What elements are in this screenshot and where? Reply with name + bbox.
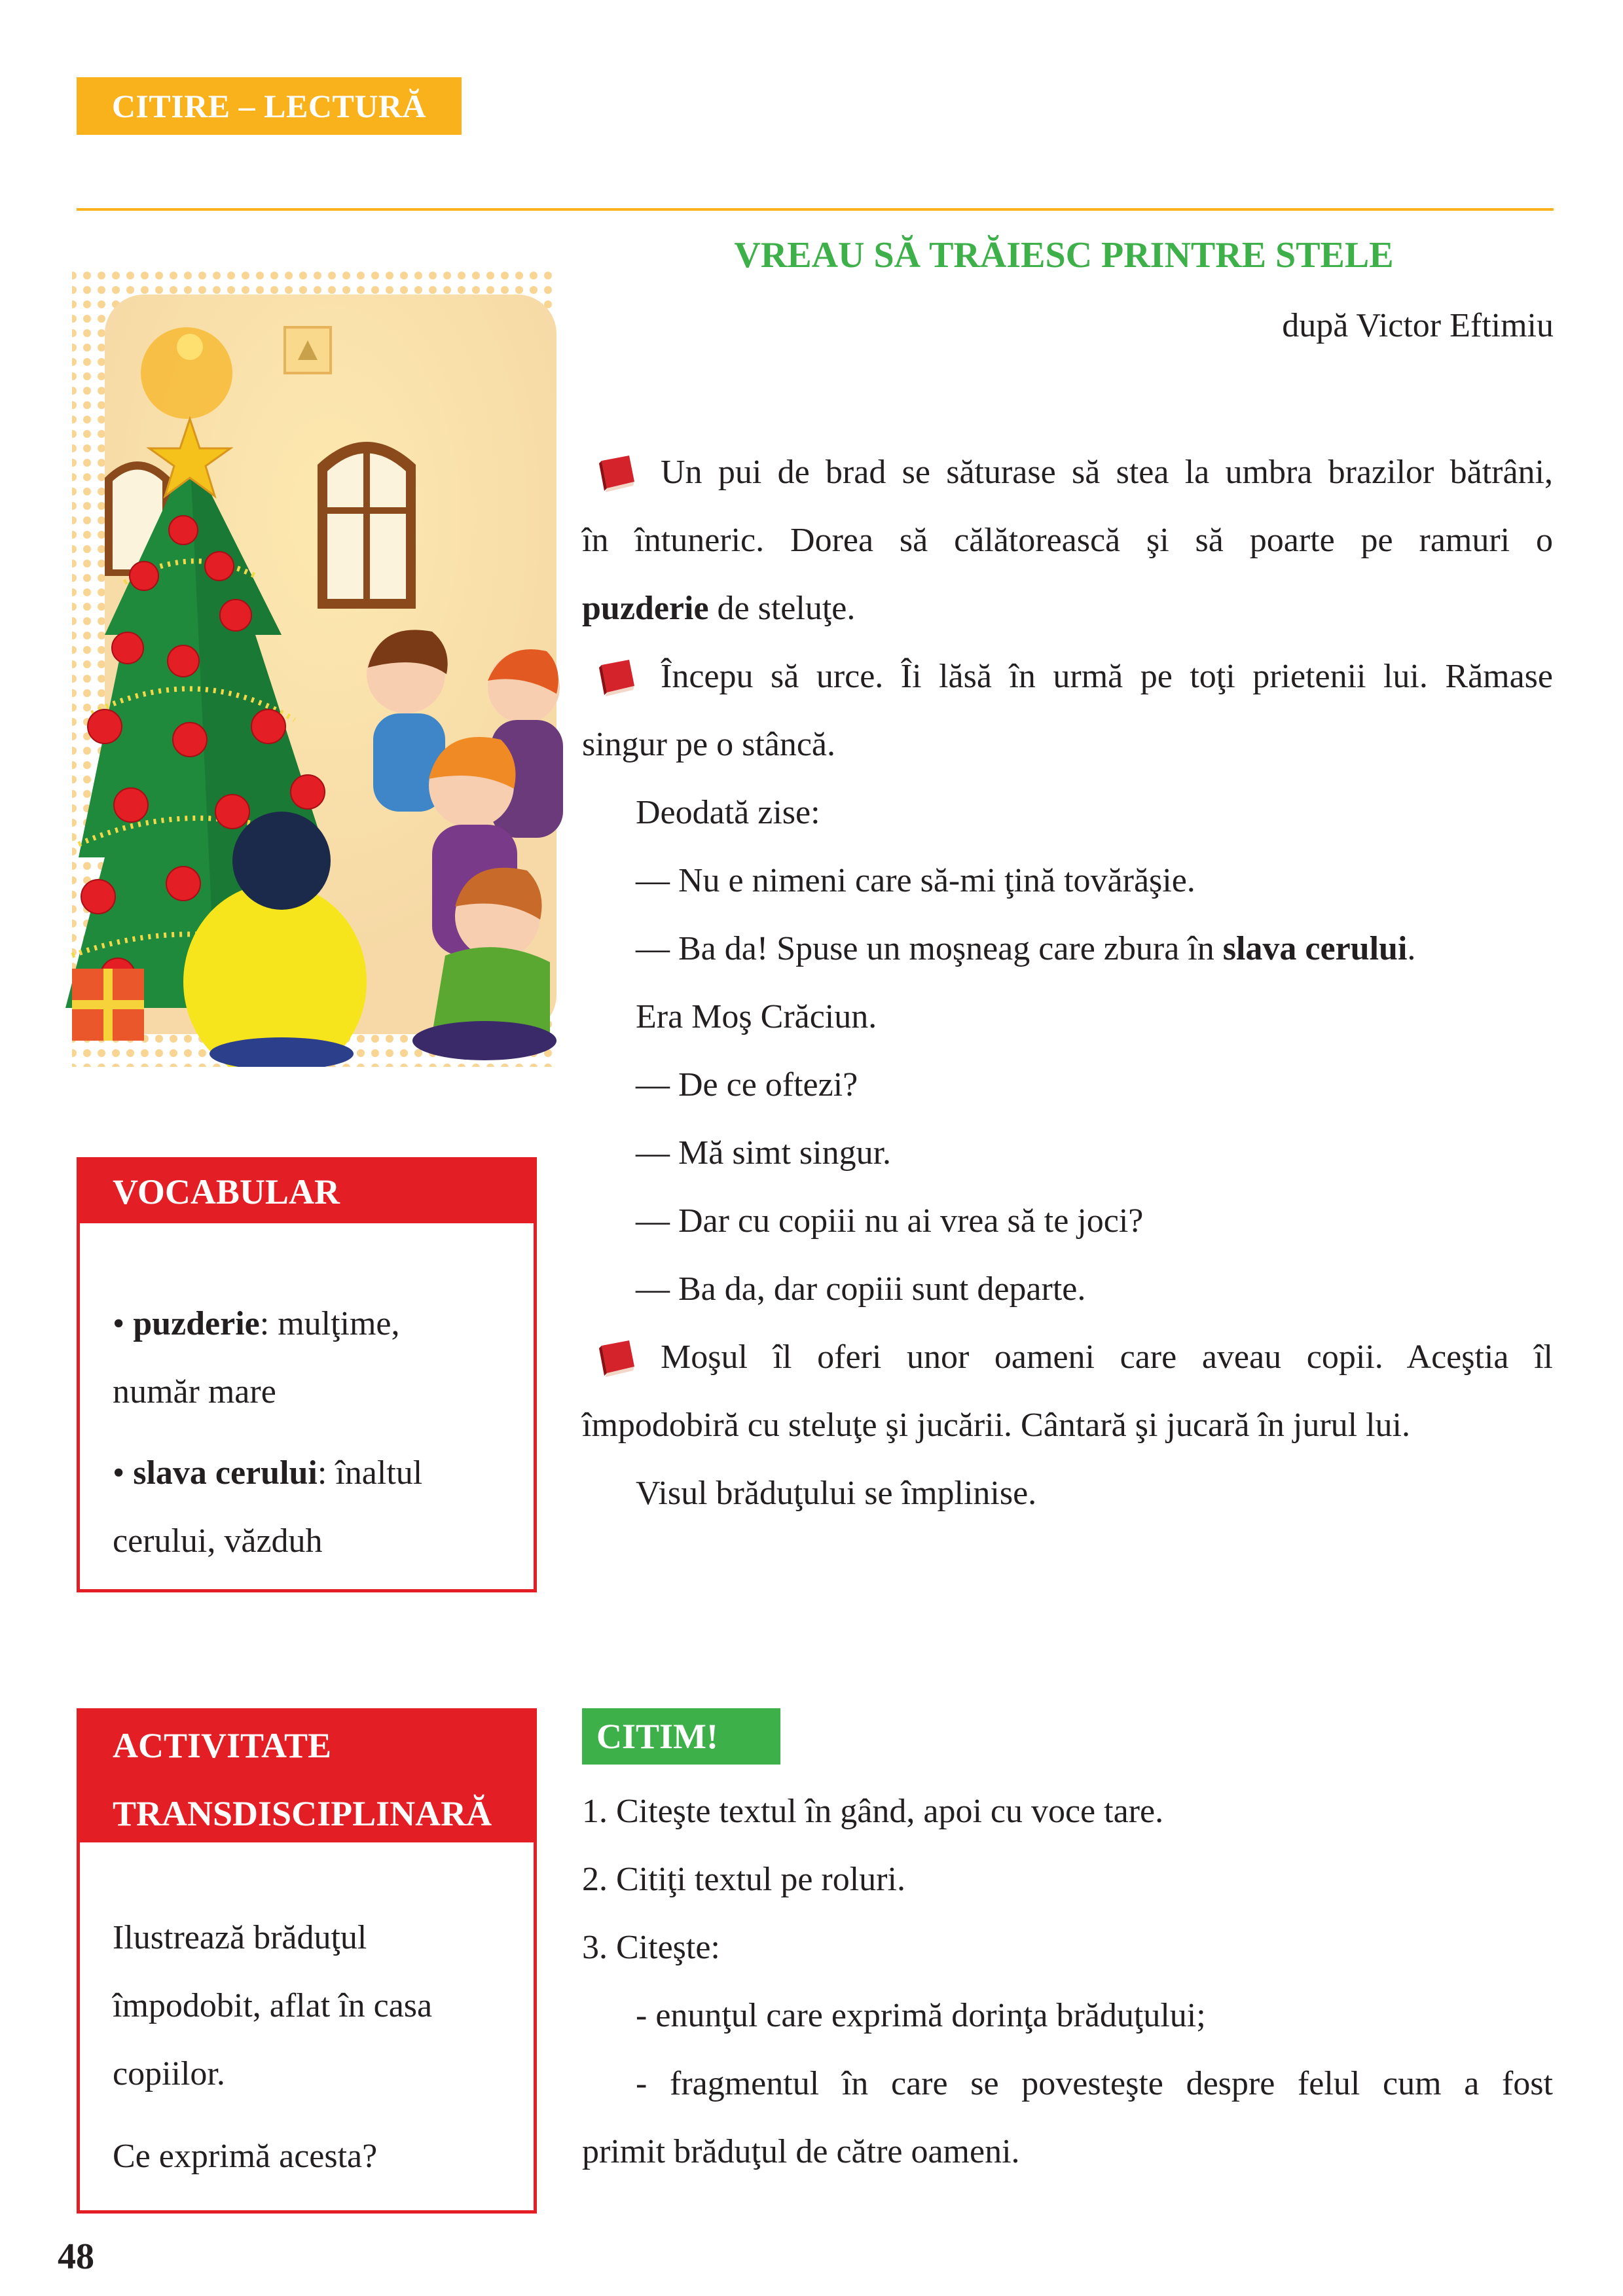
vocab-term: slava cerului [133, 1454, 318, 1492]
story-line [582, 575, 1553, 643]
story-line [582, 643, 1553, 711]
story-line: Era Moş Crăciun. [636, 998, 877, 1035]
page-number: 48 [58, 2236, 94, 2277]
vocab-term: puzderie [133, 1305, 260, 1342]
text-segment: — Ba da! Spuse un moşneag care zbura în [636, 930, 1223, 967]
bullet: • [113, 1454, 125, 1492]
story-line: Deodată zise: [636, 794, 820, 831]
exercise-subitem [582, 2050, 1553, 2118]
story-line: — Nu e nimeni care să-mi ţină tovărăşie. [636, 862, 1195, 899]
exercise-item: 2. Citiţi textul pe roluri. [582, 1861, 905, 1898]
citim-label: CITIM! [582, 1708, 780, 1765]
vocab-definition: : mulţime, [259, 1305, 400, 1342]
vocabulary-heading: VOCABULAR [80, 1160, 534, 1223]
bullet: • [113, 1305, 125, 1342]
text-segment: de steluţe. [708, 590, 856, 627]
text-segment: Un pui de brad se săturase să stea la umbra brazilor bătrâni, [661, 454, 1553, 491]
story-line: Visul brăduţului se împlinise. [636, 1475, 1037, 1512]
vocab-term: slava cerului [1222, 930, 1408, 967]
story-line [582, 439, 1553, 507]
section-tag: CITIRE – LECTURĂ [77, 77, 462, 135]
vocab-term: puzderie [582, 590, 709, 627]
activity-heading-line: ACTIVITATE [113, 1726, 332, 1765]
story-line: — Ba da, dar copiii sunt departe. [636, 1270, 1086, 1308]
christmas-tree-illustration [65, 268, 563, 1067]
story-title: VREAU SĂ TRĂIESC PRINTRE STELE [734, 235, 1394, 276]
story-line [582, 1323, 1553, 1391]
text-segment: Moşul îl oferi unor oameni care aveau copii. Aceştia îl [661, 1338, 1553, 1376]
exercise-subitem: primit brăduţul de către oameni. [582, 2133, 1020, 2170]
story-line: — Mă simt singur. [636, 1134, 892, 1172]
exercise-item: 1. Citeşte textul în gând, apoi cu voce tare. [582, 1793, 1164, 1830]
story-line [582, 915, 1553, 983]
story-line: — De ce oftezi? [636, 1066, 858, 1103]
activity-text: copiilor. [113, 2055, 225, 2092]
story-line: în întuneric. Dorea să călătorească şi să poarte pe ramuri o [582, 522, 1553, 559]
activity-heading-line: TRANSDISCIPLINARĂ [113, 1794, 492, 1833]
exercise-item: 3. Citeşte: [582, 1929, 720, 1966]
text-segment: Începu să urce. Îi lăsă în urmă pe toţi prietenii lui. Rămase [661, 658, 1553, 695]
vocab-definition: număr mare [113, 1373, 276, 1410]
header-rule [77, 208, 1554, 211]
text-segment: . [1407, 930, 1416, 967]
activity-heading [80, 1712, 534, 1842]
vocab-definition: cerului, văzduh [113, 1522, 323, 1560]
story-line: singur pe o stâncă. [582, 726, 836, 763]
story-line: împodobiră cu steluţe şi jucării. Cântară şi jucară în jurul lui. [582, 1407, 1410, 1444]
activity-text: Ce exprimă acesta? [113, 2138, 378, 2175]
vocab-entry [113, 1290, 400, 1358]
vocabulary-box [77, 1157, 537, 1592]
vocab-definition: : înaltul [317, 1454, 423, 1492]
text-segment: - fragmentul în care se povesteşte despre felul cum a fost [636, 2065, 1553, 2102]
activity-text: Ilustrează brăduţul [113, 1919, 367, 1956]
activity-text: împodobit, aflat în casa [113, 1987, 433, 2024]
activity-box [77, 1708, 537, 2214]
vocab-entry [113, 1439, 422, 1507]
story-line: — Dar cu copiii nu ai vrea să te joci? [636, 1202, 1144, 1240]
exercise-subitem: - enunţul care exprimă dorinţa brăduţului; [636, 1997, 1206, 2034]
story-author: după Victor Eftimiu [1282, 307, 1554, 344]
